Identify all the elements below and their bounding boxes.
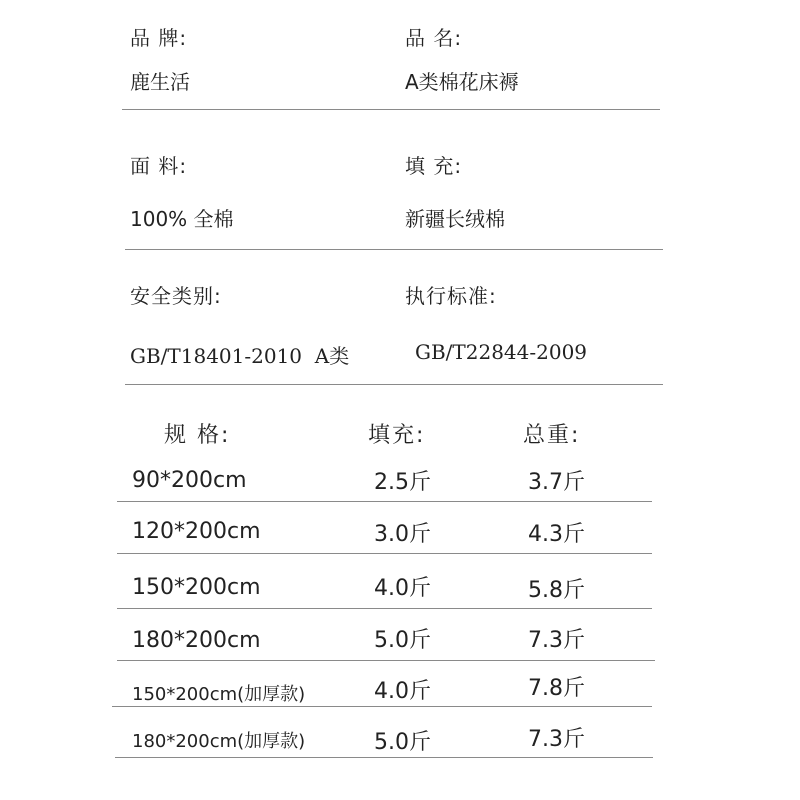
table-row-filling: 5.0斤 — [374, 628, 431, 653]
divider — [122, 109, 660, 110]
divider — [125, 384, 663, 385]
table-row-divider — [115, 757, 653, 758]
brand-value: 鹿生活 — [130, 70, 190, 94]
safety-class-label: 安全类别: — [130, 284, 222, 308]
table-row-total-weight: 7.3斤 — [528, 727, 585, 752]
table-row-size: 180*200cm(加厚款) — [132, 731, 306, 752]
table-row-total-weight: 3.7斤 — [528, 470, 585, 495]
filling-header: 填充: — [368, 423, 426, 448]
brand-label: 品 牌: — [130, 26, 188, 50]
table-row-divider — [117, 608, 652, 609]
table-row-filling: 4.0斤 — [374, 576, 431, 601]
table-row-total-weight: 7.8斤 — [528, 676, 585, 701]
table-row-size: 150*200cm — [132, 575, 261, 600]
filling-value: 新疆长绒棉 — [405, 207, 505, 231]
standard-label: 执行标准: — [405, 284, 497, 308]
size-header: 规 格: — [164, 423, 231, 448]
total-weight-header: 总重: — [523, 423, 581, 448]
standard-value: GB/T22844-2009 — [415, 340, 588, 364]
table-row-total-weight: 4.3斤 — [528, 522, 585, 547]
safety-class-value: GB/T18401-2010 A类 — [130, 344, 350, 368]
table-row-filling: 5.0斤 — [374, 730, 431, 755]
table-row-divider — [117, 660, 655, 661]
table-row-filling: 2.5斤 — [374, 470, 431, 495]
table-row-size: 90*200cm — [132, 468, 247, 493]
table-row-divider — [117, 553, 652, 554]
table-row-total-weight: 5.8斤 — [528, 578, 585, 603]
table-row-divider — [117, 501, 652, 502]
table-row-size: 120*200cm — [132, 519, 261, 544]
fabric-value: 100% 全棉 — [130, 207, 234, 231]
table-row-filling: 4.0斤 — [374, 679, 431, 704]
filling-label: 填 充: — [405, 154, 463, 178]
table-row-filling: 3.0斤 — [374, 522, 431, 547]
fabric-label: 面 料: — [130, 154, 188, 178]
product-name-value: A类棉花床褥 — [405, 70, 519, 94]
table-row-size: 150*200cm(加厚款) — [132, 684, 306, 705]
table-row-size: 180*200cm — [132, 628, 261, 653]
table-row-divider — [112, 706, 652, 707]
table-row-total-weight: 7.3斤 — [528, 628, 585, 653]
divider — [125, 249, 663, 250]
product-name-label: 品 名: — [405, 26, 463, 50]
